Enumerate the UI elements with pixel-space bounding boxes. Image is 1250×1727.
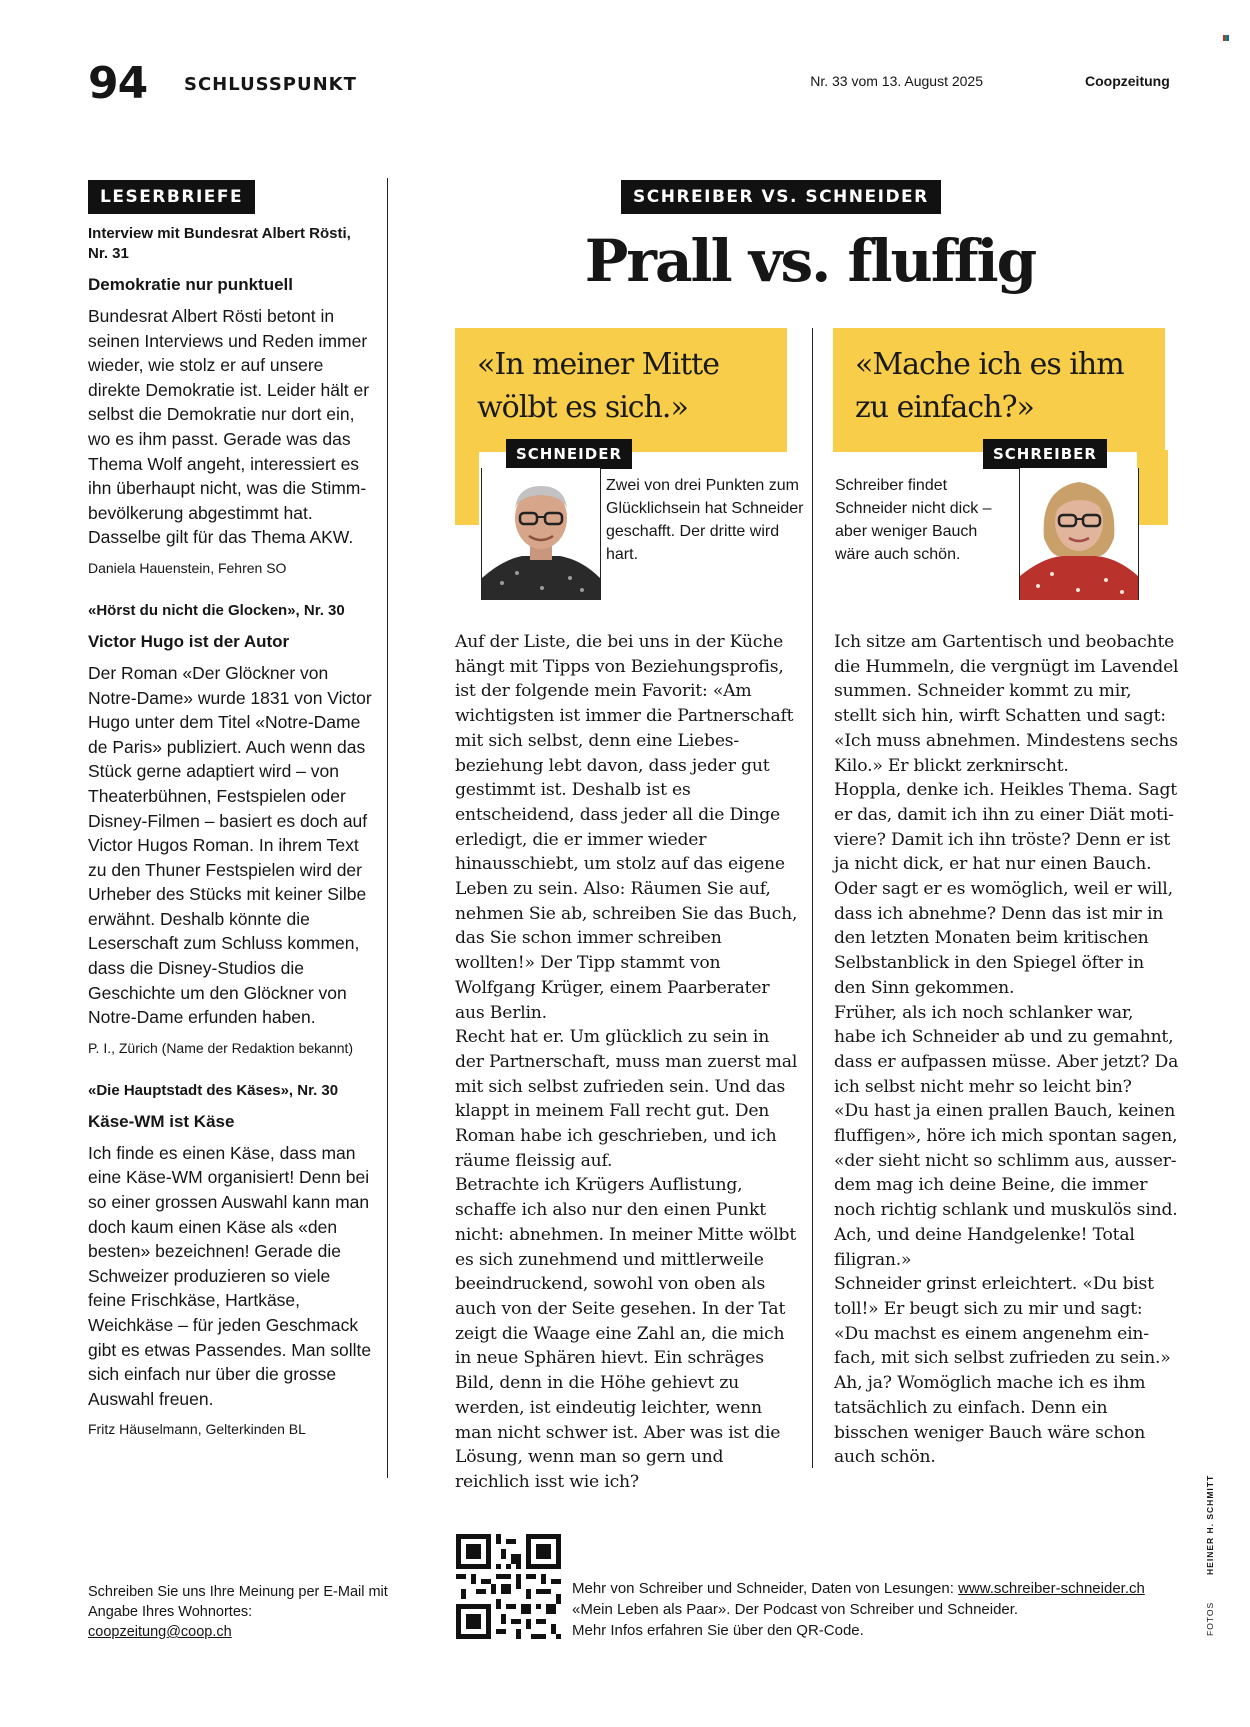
footer-line bbox=[572, 1578, 1145, 1599]
letter-headline: Käse-WM ist Käse bbox=[88, 1111, 235, 1131]
letter-body: Ich finde es einen Käse, dass man eine Käse-WM organisiert! Denn bei so einer grossen Auswahl kann man doch kaum einen Käse als «den besten» bezeichnen! Gerade die Schweizer produzieren so viele feine Frischkäse, Hartkäse, Weichkäse – für jeden Geschmack gibt es etwas Passendes. Man sollte sich einfach nur über die grosse Auswahl freuen. bbox=[88, 1142, 372, 1409]
article-paragraph: Recht hat er. Um glücklich zu sein in der Partnerschaft, muss man zuerst mal mit sich selbst zufrieden sein. Und das klappt in meinem Fall recht gut. Den Roman habe ich geschrieben, und ich räume fleissig auf. bbox=[455, 1027, 798, 1171]
column-divider bbox=[387, 178, 388, 1478]
letter-signature: P. I., Zürich (Name der Redaktion bekannt) bbox=[88, 1039, 354, 1056]
article-paragraph: «Du hast ja einen prallen Bauch, keinen fluffigen», höre ich mich spontan sagen, «der sieht nicht so schlimm aus, ausserdem mag ich deine Beine, die immer noch richtig schlank und muskulös sind. Ach, und deine Handgelenke! Total filigran.» bbox=[834, 1101, 1178, 1270]
quote-text: «In meiner Mitte wölbt es sich.» bbox=[477, 347, 719, 425]
page-number: 94 bbox=[88, 58, 148, 109]
brand-name: Coopzeitung bbox=[1085, 73, 1170, 89]
quote-text: «Mache ich es ihm zu einfach?» bbox=[855, 347, 1124, 425]
article-paragraph: Auf der Liste, die bei uns in der Küche hängt mit Tipps von Beziehungsprofis, ist der folgende mein Favorit: «Am wichtigsten ist immer die Partnerschaft mit sich selbst, denn eine Liebesbeziehung lebt davon, dass jeder gut gestimmt ist. Deshalb ist es entscheidend, dass jeder all die Dinge erledigt, die er immer wieder hinausschiebt, um stolz auf das eigene Leben zu sein. Also: Räumen Sie auf, nehmen Sie ab, schreiben Sie das Buch, das Sie schon immer schreiben wollten!» Der Tipp stammt von Wolfgang Krüger, einem Paarberater aus Berlin. bbox=[455, 632, 798, 1023]
photo-schreiber bbox=[1019, 468, 1139, 600]
email-link[interactable]: coopzeitung@coop.ch bbox=[88, 1624, 232, 1640]
letter-item bbox=[88, 601, 373, 1058]
qr-code-icon[interactable] bbox=[456, 1534, 561, 1639]
article-paragraph: Schneider grinst erleichtert. «Du bist toll!» Er beugt sich zu mir und sagt: «Du machst es einem angenehm einfach, mit sich selbst zufrieden zu sein.» Ah, ja? Womöglich mache ich es ihm tatsächlich zu einfach. Denn ein bisschen weniger Bauch wäre schon auch schön. bbox=[834, 1274, 1171, 1468]
letter-signature: Daniela Hauenstein, Fehren SO bbox=[88, 559, 287, 576]
caption-schneider: Zwei von drei Punkten zum Glücklichsein hat Schneider geschafft. Der dritte wird hart. bbox=[606, 477, 804, 563]
letter-signature: Fritz Häuselmann, Gelterkinden BL bbox=[88, 1421, 306, 1438]
letters-tag: LESERBRIEFE bbox=[88, 180, 255, 214]
quote-box-schreiber bbox=[833, 328, 1165, 452]
footer-lead: Mehr von Schreiber und Schneider, Daten von Lesungen: bbox=[572, 1580, 954, 1597]
letters-list bbox=[88, 224, 373, 1462]
photo-schneider bbox=[481, 468, 601, 600]
portrait-schreiber-icon bbox=[1020, 468, 1138, 600]
issue-info: Nr. 33 vom 13. August 2025 bbox=[810, 73, 983, 89]
name-tag-schneider: SCHNEIDER bbox=[506, 439, 632, 469]
letter-reference: Interview mit Bundesrat Albert Rösti, Nr. 31 bbox=[88, 225, 351, 262]
article-paragraph: Früher, als ich noch schlanker war, habe ich Schneider ab und zu gemahnt, dass er aufpassen müsse. Aber jetzt? Da ich selbst nicht mehr so leicht bin? bbox=[834, 1002, 1179, 1097]
photo-credit-label: FOTOS bbox=[1205, 1601, 1215, 1636]
column-headline: Prall vs. fluffig bbox=[584, 227, 1036, 295]
portrait-schneider-icon bbox=[482, 468, 600, 600]
footer-line: «Mein Leben als Paar». Der Podcast von Schreiber und Schneider. bbox=[572, 1601, 1019, 1618]
article-paragraph: Ich sitze am Gartentisch und beobachte die Hummeln, die vergnügt im Lavendel summen. Schneider kommt zu mir, stellt sich hin, wirft Schatten und sagt: «Ich muss abnehmen. Mindestens sechs Kilo.» Er blickt zerknirscht. bbox=[834, 632, 1179, 776]
column-divider-center bbox=[812, 328, 813, 1468]
letter-item bbox=[88, 1081, 373, 1440]
quote-box-schneider bbox=[455, 328, 787, 452]
name-tag-schreiber: SCHREIBER bbox=[983, 439, 1107, 469]
photo-credit-name: HEINER H. SCHMITT bbox=[1205, 1474, 1215, 1575]
yellow-tab bbox=[455, 450, 479, 525]
letter-reference: «Die Hauptstadt des Käses», Nr. 30 bbox=[88, 1081, 339, 1099]
article-schreiber bbox=[834, 630, 1179, 1470]
letters-footer-text: Schreiben Sie uns Ihre Meinung per E-Mail mit Angabe Ihres Wohnortes: bbox=[88, 1584, 388, 1620]
caption-schreiber: Schreiber findet Schneider nicht dick – aber weniger Bauch wäre auch schön. bbox=[835, 477, 992, 563]
letter-reference: «Hörst du nicht die Glocken», Nr. 30 bbox=[88, 601, 345, 619]
website-link[interactable]: www.schreiber-schneider.ch bbox=[958, 1580, 1145, 1597]
yellow-tab bbox=[1137, 450, 1168, 525]
letter-headline: Demokratie nur punktuell bbox=[88, 275, 293, 294]
article-paragraph: Betrachte ich Krügers Auflistung, schaffe ich also nur den einen Punkt nicht: abnehmen. In meiner Mitte wölbt es sich zunehmend und mittlerweile beeindruckend, sowohl von oben als auch von der Seite gesehen. In der Tat zeigt die Waage eine Zahl an, die mich in neue Sphären hievt. Ein schräges Bild, denn in die Höhe gehievt zu werden, ist eindeutig leichter, wenn man nicht schwer ist. Aber was ist die Lösung, wenn man so gern und reichlich isst wie ich? bbox=[455, 1175, 797, 1492]
article-schneider bbox=[455, 630, 800, 1495]
photo-credit bbox=[1205, 1475, 1215, 1636]
column-tag: SCHREIBER VS. SCHNEIDER bbox=[621, 180, 941, 214]
letter-headline: Victor Hugo ist der Autor bbox=[88, 631, 290, 651]
letter-body: Bundesrat Albert Rösti betont in seinen Interviews und Reden immer wieder, wie stolz er auf unsere direkte Demokratie ist. Leider hält er selbst die Demokratie nur dort ein, wo es ihm passt. Gerade was das Thema Wolf angeht, interessiert es ihn überhaupt nicht, was die Stimmbevölkerung abgestimmt hat. Dasselbe gilt für das Thema AKW. bbox=[88, 306, 370, 548]
letter-body: Der Roman «Der Glöckner von Notre-Dame» wurde 1831 von Victor Hugo unter dem Titel «Notre-Dame de Paris» publiziert. Auch wenn das Stück gerne adaptiert wird – von Theaterbühnen, Festspielen oder Disney-Filmen – basiert es doch auf Victor Hugos Roman. In ihrem Text zu den Thuner Festspielen wird der Urheber des Stücks mit keiner Silbe erwähnt. Deshalb könnte die Leserschaft zum Schluss kommen, dass die Disney-Studios die Geschichte um den Glöckner von Notre-Dame erfunden haben. bbox=[88, 662, 372, 1028]
letters-footer bbox=[88, 1582, 388, 1642]
column-footer bbox=[572, 1578, 1145, 1641]
color-mark-icon bbox=[1223, 35, 1229, 41]
section-title: SCHLUSSPUNKT bbox=[184, 74, 357, 95]
footer-line: Mehr Infos erfahren Sie über den QR-Code. bbox=[572, 1622, 864, 1639]
article-paragraph: Hoppla, denke ich. Heikles Thema. Sagt er das, damit ich ihn zu einer Diät motiviere? Damit ich ihn tröste? Denn er ist ja nicht dick, er hat nur einen Bauch. Oder sagt er es womöglich, weil er will, dass ich abnehme? Denn das ist mir in den letzten Monaten beim kritischen Selbstanblick in den Spiegel öfter in den Sinn gekommen. bbox=[834, 780, 1177, 998]
